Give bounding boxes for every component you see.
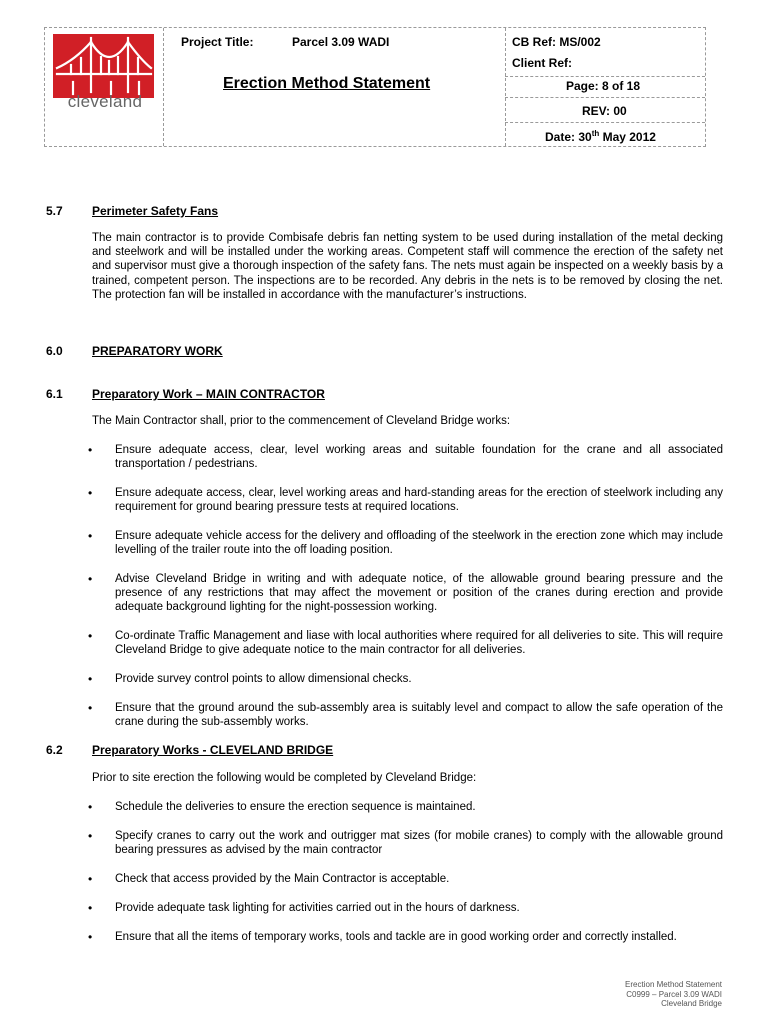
date-prefix: Date: 30: [545, 130, 592, 144]
bullet: •: [88, 529, 93, 543]
cb-ref: CB Ref: MS/002: [512, 35, 601, 49]
list-item: Ensure that all the items of temporary works, tools and tackle are in good working order and correctly installed.: [115, 931, 677, 943]
date-superscript: th: [591, 129, 600, 138]
section-intro: Prior to site erection the following would be completed by Cleveland Bridge:: [92, 772, 477, 784]
project-title-value: Parcel 3.09 WADI: [292, 35, 390, 49]
issue-date: [545, 129, 656, 144]
bullet: •: [88, 443, 93, 457]
bullet: •: [88, 800, 93, 814]
list-item: Specify cranes to carry out the work and outrigger mat sizes (for mobile cranes) to comply with the allowable ground bearing pressures as advised by the main contractor: [115, 830, 723, 857]
client-ref: Client Ref:: [512, 56, 572, 70]
section-heading: Perimeter Safety Fans: [92, 204, 219, 218]
bullet: •: [88, 672, 93, 686]
page-number: Page: 8 of 18: [566, 79, 641, 93]
document-header: [44, 27, 706, 147]
section-number: 6.1: [46, 387, 63, 401]
header-divider: [505, 76, 705, 77]
project-title-label: Project Title:: [181, 35, 254, 49]
header-divider: [505, 28, 506, 146]
list-item: Ensure adequate access, clear, level working areas and hard-standing areas for the erection of steelwork including any requirement for ground bearing pressure tests at required locations.: [115, 487, 723, 514]
company-logo: [53, 34, 154, 98]
section-intro: The Main Contractor shall, prior to the commencement of Cleveland Bridge works:: [92, 415, 511, 427]
document-title: Erection Method Statement: [223, 75, 431, 92]
section-number: 6.2: [46, 743, 63, 757]
revision: REV: 00: [582, 104, 627, 118]
bullet: •: [88, 901, 93, 915]
header-divider: [505, 97, 705, 98]
bullet: •: [88, 872, 93, 886]
section-number: 6.0: [46, 344, 63, 358]
header-divider: [505, 122, 705, 123]
section-number: 5.7: [46, 204, 63, 218]
list-item: Ensure adequate access, clear, level working areas and suitable foundation for the crane and all associated transportation / pedestrians.: [115, 444, 723, 471]
bridge-icon: [53, 34, 154, 98]
bullet: •: [88, 930, 93, 944]
section-paragraph: The main contractor is to provide Combisafe debris fan netting system to be used during installation of the metal decking and steelwork and will be installed under the working areas. Competent staff will commence the erection of the safety net and supervisor must give a thorough inspection of the safety fans. The nets must again be inspected on a weekly basis by a trained, competent person. The inspections are to be recorded. Any debris in the nets is to be removed by closing the net. The protection fan will be installed in accordance with the manufacturer’s instructions.: [92, 232, 723, 301]
bullet: •: [88, 572, 93, 586]
bullet: •: [88, 701, 93, 715]
footer-line: Erection Method Statement: [625, 980, 722, 989]
bullet: •: [88, 629, 93, 643]
logo-wordmark: cleveland: [67, 92, 143, 111]
footer-line: C0999 – Parcel 3.09 WADI: [626, 989, 722, 999]
section-heading: Preparatory Works - CLEVELAND BRIDGE: [92, 743, 334, 757]
bullet: •: [88, 829, 93, 843]
date-suffix: May 2012: [599, 130, 656, 144]
header-divider: [163, 28, 164, 146]
list-item: Ensure adequate vehicle access for the delivery and offloading of the steelwork in the erection zone which may include levelling of the trailer route into the off loading position.: [115, 530, 723, 557]
section-heading: Preparatory Work – MAIN CONTRACTOR: [92, 387, 325, 401]
footer-line: Cleveland Bridge: [661, 999, 722, 1008]
list-item: Ensure that the ground around the sub-assembly area is suitably level and compact to allow the safe operation of the crane during the sub-assembly works.: [115, 702, 723, 729]
list-item: Check that access provided by the Main Contractor is acceptable.: [115, 873, 450, 885]
list-item: Co-ordinate Traffic Management and liase with local authorities where required for all deliveries to site. This will require Cleveland Bridge to give adequate notice to the main contractor for all deliveries.: [115, 630, 723, 657]
list-item: Provide adequate task lighting for activities carried out in the hours of darkness.: [115, 902, 520, 914]
list-item: Provide survey control points to allow dimensional checks.: [115, 673, 412, 685]
page-footer: [625, 980, 722, 1009]
bullet: •: [88, 486, 93, 500]
section-heading: PREPARATORY WORK: [92, 344, 223, 358]
list-item: Schedule the deliveries to ensure the erection sequence is maintained.: [115, 801, 476, 813]
list-item: Advise Cleveland Bridge in writing and with adequate notice, of the allowable ground bearing pressure and the presence of any restrictions that may affect the movement or position of the cranes during erection and provide adequate background lighting for the night-possession working.: [115, 573, 723, 614]
